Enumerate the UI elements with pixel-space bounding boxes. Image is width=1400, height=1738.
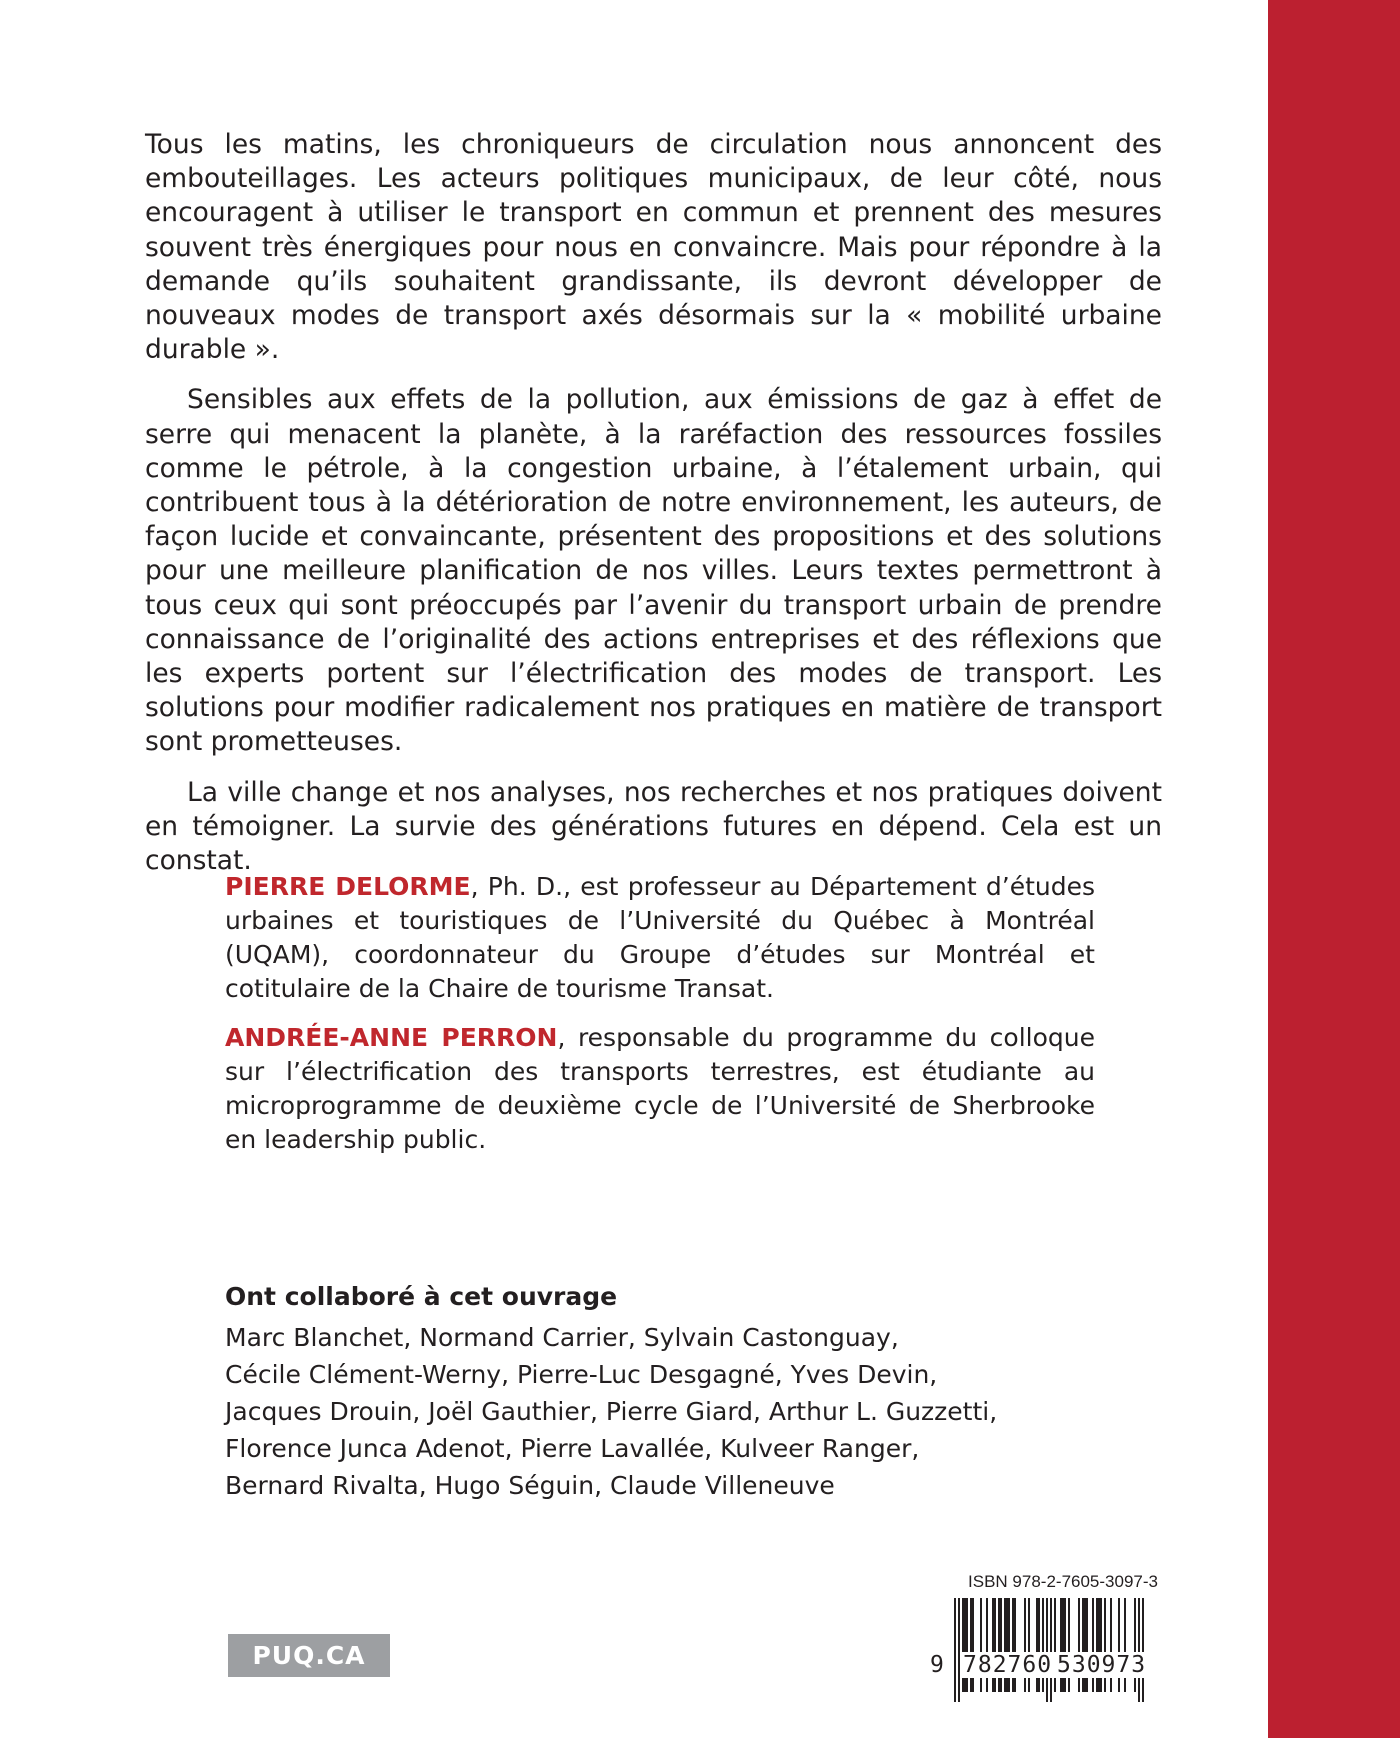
author-bio-delorme bbox=[225, 870, 1095, 1006]
summary-paragraph-2: Sensibles aux effets de la pollution, aux émissions de gaz à effet de serre qui menacent la planète, à la raréfaction des ressources fossiles comme le pétrole, à la congestion urbaine, à l’étalement urbain, qui contribuent tous à la détérioration de notre environnement, les auteurs, de façon lucide et convaincante, présentent des propositions et des solutions pour une meilleure planification de nos villes. Leurs textes permettront à tous ceux qui sont préoccupés par l’avenir du transport urbain de prendre connaissance de l’originalité des actions entreprises et des réflexions que les experts portent sur l’électrification des modes de transport. Les solutions pour modifier radicalement nos pratiques en matière de transport sont prometteuses. bbox=[145, 384, 1162, 758]
barcode-bar bbox=[958, 1598, 960, 1702]
author-bio-text: , responsable du programme du colloque sur l’électrification des transports terrestres, est étudiante au microprogramme de deuxième cycle de l’Université de Sherbrooke en leadership public. bbox=[225, 1023, 1095, 1154]
barcode-bar bbox=[1138, 1598, 1140, 1702]
barcode-bar bbox=[1142, 1598, 1144, 1702]
barcode-bar bbox=[954, 1598, 956, 1702]
barcode-digit-first: 9 bbox=[930, 1652, 944, 1678]
publisher-badge: PUQ.CA bbox=[228, 1634, 390, 1677]
barcode-digits-right: 530973 bbox=[1054, 1652, 1149, 1678]
barcode-bar bbox=[1050, 1598, 1052, 1702]
collaborators-line: Florence Junca Adenot, Pierre Lavallée, Kulveer Ranger, bbox=[225, 1434, 920, 1463]
author-name: PIERRE DELORME bbox=[225, 872, 471, 901]
barcode-digits-left: 782760 bbox=[960, 1652, 1055, 1678]
collaborators-line: Jacques Drouin, Joël Gauthier, Pierre Giard, Arthur L. Guzzetti, bbox=[225, 1397, 998, 1426]
isbn-label: ISBN 978-2-7605-3097-3 bbox=[968, 1572, 1158, 1591]
collaborators-title: Ont collaboré à cet ouvrage bbox=[225, 1282, 618, 1311]
author-bio-perron bbox=[225, 1021, 1095, 1157]
author-bios bbox=[225, 870, 1095, 1157]
collaborators-line: Cécile Clément-Werny, Pierre-Luc Desgagné, Yves Devin, bbox=[225, 1360, 938, 1389]
barcode-bar bbox=[1046, 1598, 1048, 1702]
collaborators-section bbox=[225, 1278, 1125, 1504]
red-side-band bbox=[1268, 0, 1400, 1738]
summary-paragraph-3: La ville change et nos analyses, nos recherches et nos pratiques doivent en témoigner. La survie des générations futures en dépend. Cela est un constat. bbox=[145, 776, 1162, 877]
author-name: ANDRÉE-ANNE PERRON bbox=[225, 1023, 558, 1052]
collaborators-line: Marc Blanchet, Normand Carrier, Sylvain Castonguay, bbox=[225, 1323, 899, 1352]
back-cover-summary bbox=[145, 128, 1162, 878]
author-bio-text: , Ph. D., est professeur au Département d’études urbaines et touristiques de l’Université du Québec à Montréal (UQAM), coordonnateur du Groupe d’études sur Montréal et cotitulaire de la Chaire de tourisme Transat. bbox=[225, 872, 1096, 1003]
summary-paragraph-1: Tous les matins, les chroniqueurs de circulation nous annoncent des embouteillages. Les acteurs politiques municipaux, de leur côté, nous encouragent à utiliser le transport en commun et prennent des mesures souvent très énergiques pour nous en convaincre. Mais pour répondre à la demande qu’ils souhaitent grandissante, ils devront développer de nouveaux modes de transport axés désormais sur la « mobilité urbaine durable ». bbox=[145, 129, 1162, 366]
collaborators-line: Bernard Rivalta, Hugo Séguin, Claude Villeneuve bbox=[225, 1471, 835, 1500]
